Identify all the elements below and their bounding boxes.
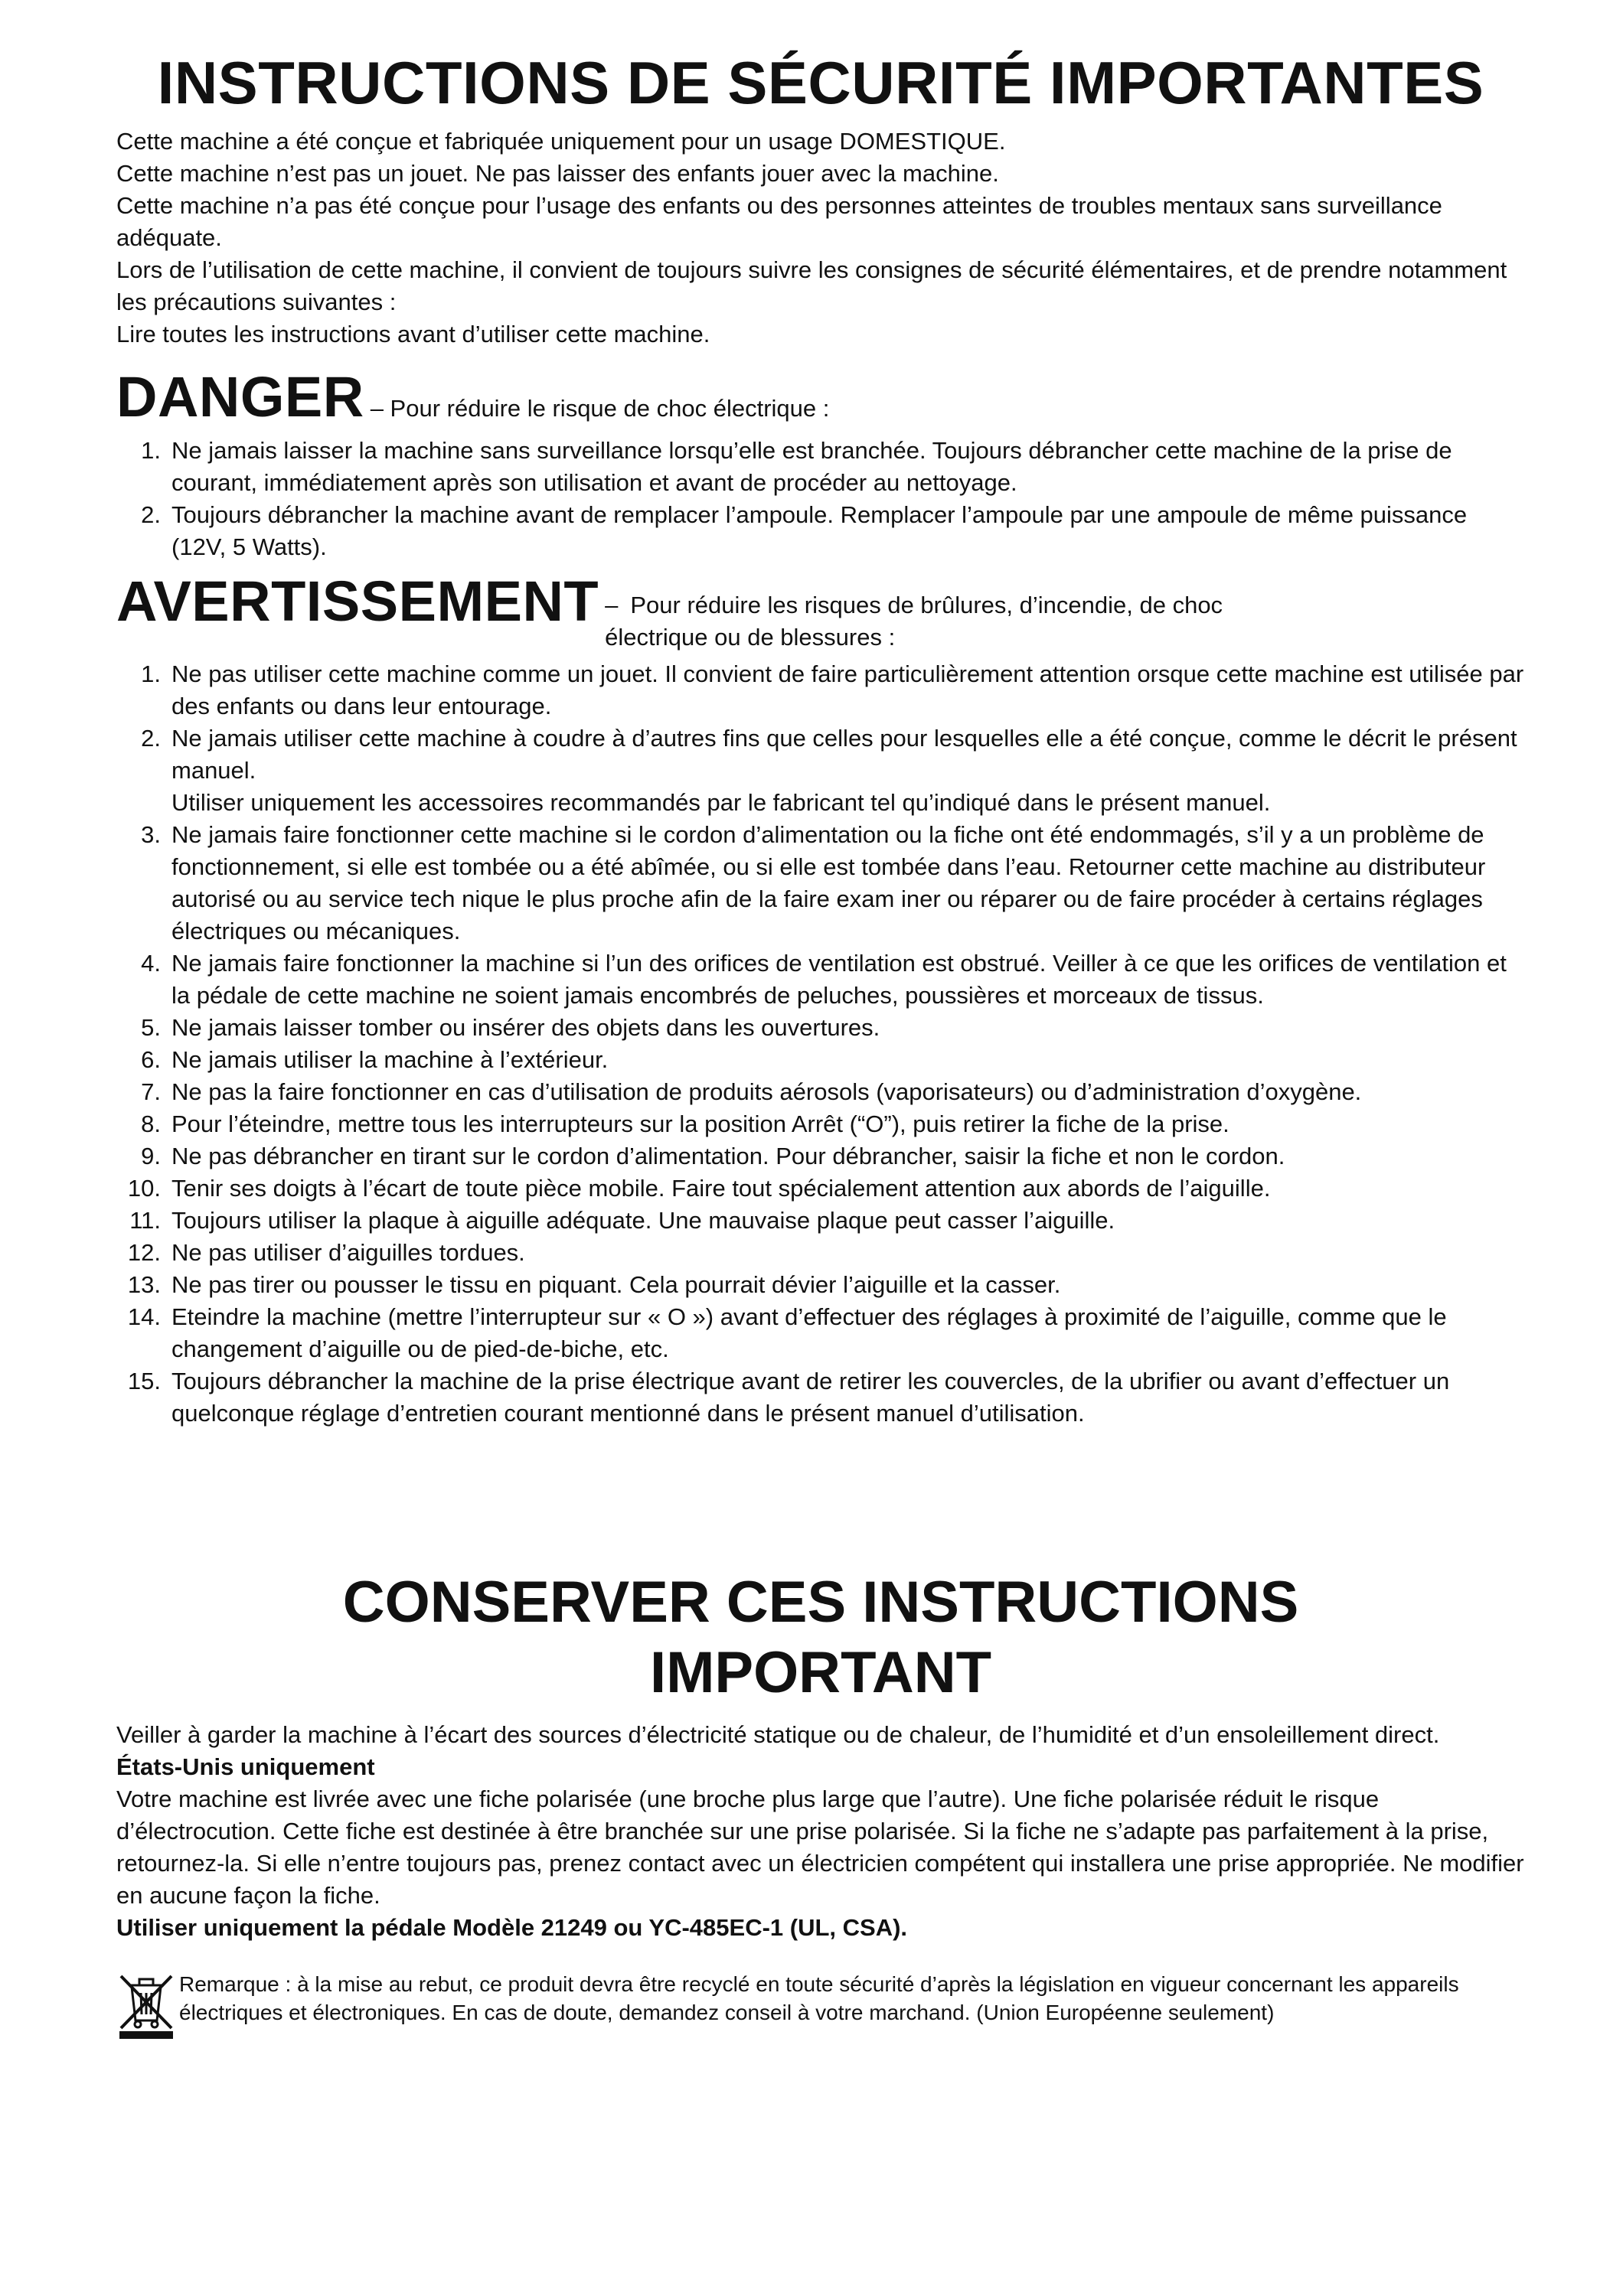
list-item xyxy=(116,1365,1525,1430)
list-item xyxy=(116,1205,1525,1237)
danger-list xyxy=(116,435,1525,563)
intro-paragraph: Cette machine n’a pas été conçue pour l’usage des enfants ou des personnes atteintes de troubles mentaux sans surveillance adéquate. xyxy=(116,192,1442,251)
danger-word: DANGER xyxy=(116,365,364,429)
list-item xyxy=(116,1012,1525,1044)
list-item xyxy=(116,947,1525,1012)
warning-word: AVERTISSEMENT xyxy=(116,569,599,633)
conserve-heading xyxy=(116,1567,1525,1708)
item-number: 15. xyxy=(127,1368,161,1394)
list-item xyxy=(116,722,1525,787)
item-number: 2. xyxy=(141,501,161,528)
warning-heading xyxy=(116,571,1525,654)
danger-heading xyxy=(116,364,1525,430)
list-item xyxy=(116,1044,1525,1076)
item-text: Toujours débrancher la machine de la prise électrique avant de retirer les couvercles, de la ubrifier ou avant d’effectuer un quelconque réglage d’entretien courant mentionné dans le présent manuel d’utilisation. xyxy=(171,1368,1450,1427)
item-text: Toujours utiliser la plaque à aiguille adéquate. Une mauvaise plaque peut casser l’aiguille. xyxy=(171,1207,1115,1234)
item-number: 9. xyxy=(141,1143,161,1169)
item-number: 12. xyxy=(127,1239,161,1266)
item-number xyxy=(116,787,171,819)
item-number: 3. xyxy=(141,821,161,848)
polarized-plug-text: Votre machine est livrée avec une fiche polarisée (une broche plus large que l’autre). Une fiche polarisée réduit le risque d’électrocution. Cette fiche est destinée à être branchée sur une prise polarisée. Si la fiche ne s’adapte pas parfaitement à la prise, retournez-la. Si elle n’entre toujours pas, prenez contact avec un électricien compétent qui installera une prise appropriée. Ne modifier en aucune façon la fiche. xyxy=(116,1786,1524,1909)
intro-paragraph: Cette machine a été conçue et fabriquée uniquement pour un usage DOMESTIQUE. xyxy=(116,128,1006,155)
item-text: Ne jamais laisser la machine sans surveillance lorsqu’elle est branchée. Toujours débrancher cette machine de la prise de courant, immédiatement après son utilisation et avant de procéder au nettoyage. xyxy=(171,437,1452,496)
item-number: 8. xyxy=(141,1110,161,1137)
intro-paragraph: Cette machine n’est pas un jouet. Ne pas laisser des enfants jouer avec la machine. xyxy=(116,160,999,187)
list-item xyxy=(116,499,1525,563)
item-number: 1. xyxy=(141,437,161,464)
item-text: Toujours débrancher la machine avant de remplacer l’ampoule. Remplacer l’ampoule par une ampoule de même puissance (12V, 5 Watts). xyxy=(171,501,1468,560)
item-text: Ne pas la faire fonctionner en cas d’utilisation de produits aérosols (vaporisateurs) ou d’administration d’oxygène. xyxy=(171,1078,1362,1105)
item-text: Ne pas tirer ou pousser le tissu en piquant. Cela pourrait dévier l’aiguille et la casser. xyxy=(171,1271,1061,1298)
item-text: Ne jamais utiliser la machine à l’extérieur. xyxy=(171,1046,609,1073)
item-number: 14. xyxy=(127,1303,161,1330)
list-item xyxy=(116,1172,1525,1205)
static-warning-text: Veiller à garder la machine à l’écart des sources d’électricité statique ou de chaleur, de l’humidité et d’un ensoleillement direct. xyxy=(116,1721,1440,1748)
warning-dash: – xyxy=(605,592,619,618)
intro-paragraph: Lire toutes les instructions avant d’utiliser cette machine. xyxy=(116,321,710,347)
item-text: Ne jamais laisser tomber ou insérer des objets dans les ouvertures. xyxy=(171,1014,880,1041)
list-item xyxy=(116,819,1525,947)
item-text: Ne jamais utiliser cette machine à coudre à d’autres fins que celles pour lesquelles elle a été conçue, comme le décrit le présent manuel. xyxy=(171,725,1517,784)
item-number: 2. xyxy=(141,725,161,752)
conserve-line-2: IMPORTANT xyxy=(649,1640,992,1705)
page xyxy=(116,46,1525,2040)
item-number: 11. xyxy=(129,1207,161,1234)
item-number: 10. xyxy=(127,1175,161,1202)
disposal-remark xyxy=(116,1970,1525,2040)
list-item xyxy=(116,1237,1525,1269)
list-item xyxy=(116,435,1525,499)
item-number: 4. xyxy=(141,950,161,977)
warning-subtitle-text: Pour réduire les risques de brûlures, d’incendie, de choc électrique ou de blessures : xyxy=(605,592,1223,651)
item-text: Ne jamais faire fonctionner cette machine si le cordon d’alimentation ou la fiche ont été endommagés, s’il y a un problème de fonctionnement, si elle est tombée ou a été abîmée, ou si elle est tombée dans l’eau. Retourner cette machine au distributeur autorisé ou au service tech nique le plus proche afin de la faire exam iner ou réparer ou de faire procéder à certains réglages électriques ou mécaniques. xyxy=(171,821,1486,944)
item-number: 6. xyxy=(141,1046,161,1073)
weee-crossed-bin-icon xyxy=(116,1970,176,2040)
item-number: 1. xyxy=(141,660,161,687)
list-item xyxy=(116,658,1525,722)
item-text: Tenir ses doigts à l’écart de toute pièce mobile. Faire tout spécialement attention aux abords de l’aiguille. xyxy=(171,1175,1271,1202)
danger-subtitle: – Pour réduire le risque de choc électrique : xyxy=(370,395,830,422)
item-text: Ne pas utiliser cette machine comme un jouet. Il convient de faire particulièrement attention orsque cette machine est utilisée par des enfants ou dans leur entourage. xyxy=(171,660,1524,719)
pedal-model-text: Utiliser uniquement la pédale Modèle 21249 ou YC-485EC-1 (UL, CSA). xyxy=(116,1914,908,1941)
item-number: 7. xyxy=(141,1078,161,1105)
item-number: 13. xyxy=(127,1271,161,1298)
list-item xyxy=(116,1301,1525,1365)
item-text: Eteindre la machine (mettre l’interrupteur sur « O ») avant d’effectuer des réglages à proximité de l’aiguille, comme que le changement d’aiguille ou de pied-de-biche, etc. xyxy=(171,1303,1447,1362)
conserve-line-1: CONSERVER CES INSTRUCTIONS xyxy=(342,1570,1299,1635)
item-text: Ne jamais faire fonctionner la machine si l’un des orifices de ventilation est obstrué. Veiller à ce que les orifices de ventilation et la pédale de cette machine ne soient jamais encombrés de peluches, poussières et morceaux de tissus. xyxy=(171,950,1507,1009)
after-section xyxy=(116,1719,1525,1944)
intro-section xyxy=(116,126,1525,351)
list-item xyxy=(116,1140,1525,1172)
item-text: Ne pas débrancher en tirant sur le cordon d’alimentation. Pour débrancher, saisir la fiche et non le cordon. xyxy=(171,1143,1285,1169)
remark-text: Remarque : à la mise au rebut, ce produit devra être recyclé en toute sécurité d’après la législation en vigueur concernant les appareils électriques et électroniques. En cas de doute, demandez conseil à votre marchand. (Union Européenne seulement) xyxy=(179,1972,1459,2024)
warning-list xyxy=(116,658,1525,1430)
item-text: Pour l’éteindre, mettre tous les interrupteurs sur la position Arrêt (“O”), puis retirer la fiche de la prise. xyxy=(171,1110,1229,1137)
us-only-heading: États-Unis uniquement xyxy=(116,1753,375,1780)
warning-subtitle xyxy=(605,571,1294,654)
page-title: INSTRUCTIONS DE SÉCURITÉ IMPORTANTES xyxy=(157,49,1484,116)
item-text: Utiliser uniquement les accessoires recommandés par le fabricant tel qu’indiqué dans le présent manuel. xyxy=(171,789,1271,816)
list-item xyxy=(116,787,1525,819)
list-item xyxy=(116,1269,1525,1301)
intro-paragraph: Lors de l’utilisation de cette machine, il convient de toujours suivre les consignes de sécurité élémentaires, et de prendre notamment les précautions suivantes : xyxy=(116,256,1507,315)
list-item xyxy=(116,1076,1525,1108)
item-number: 5. xyxy=(141,1014,161,1041)
list-item xyxy=(116,1108,1525,1140)
item-text: Ne pas utiliser d’aiguilles tordues. xyxy=(171,1239,525,1266)
